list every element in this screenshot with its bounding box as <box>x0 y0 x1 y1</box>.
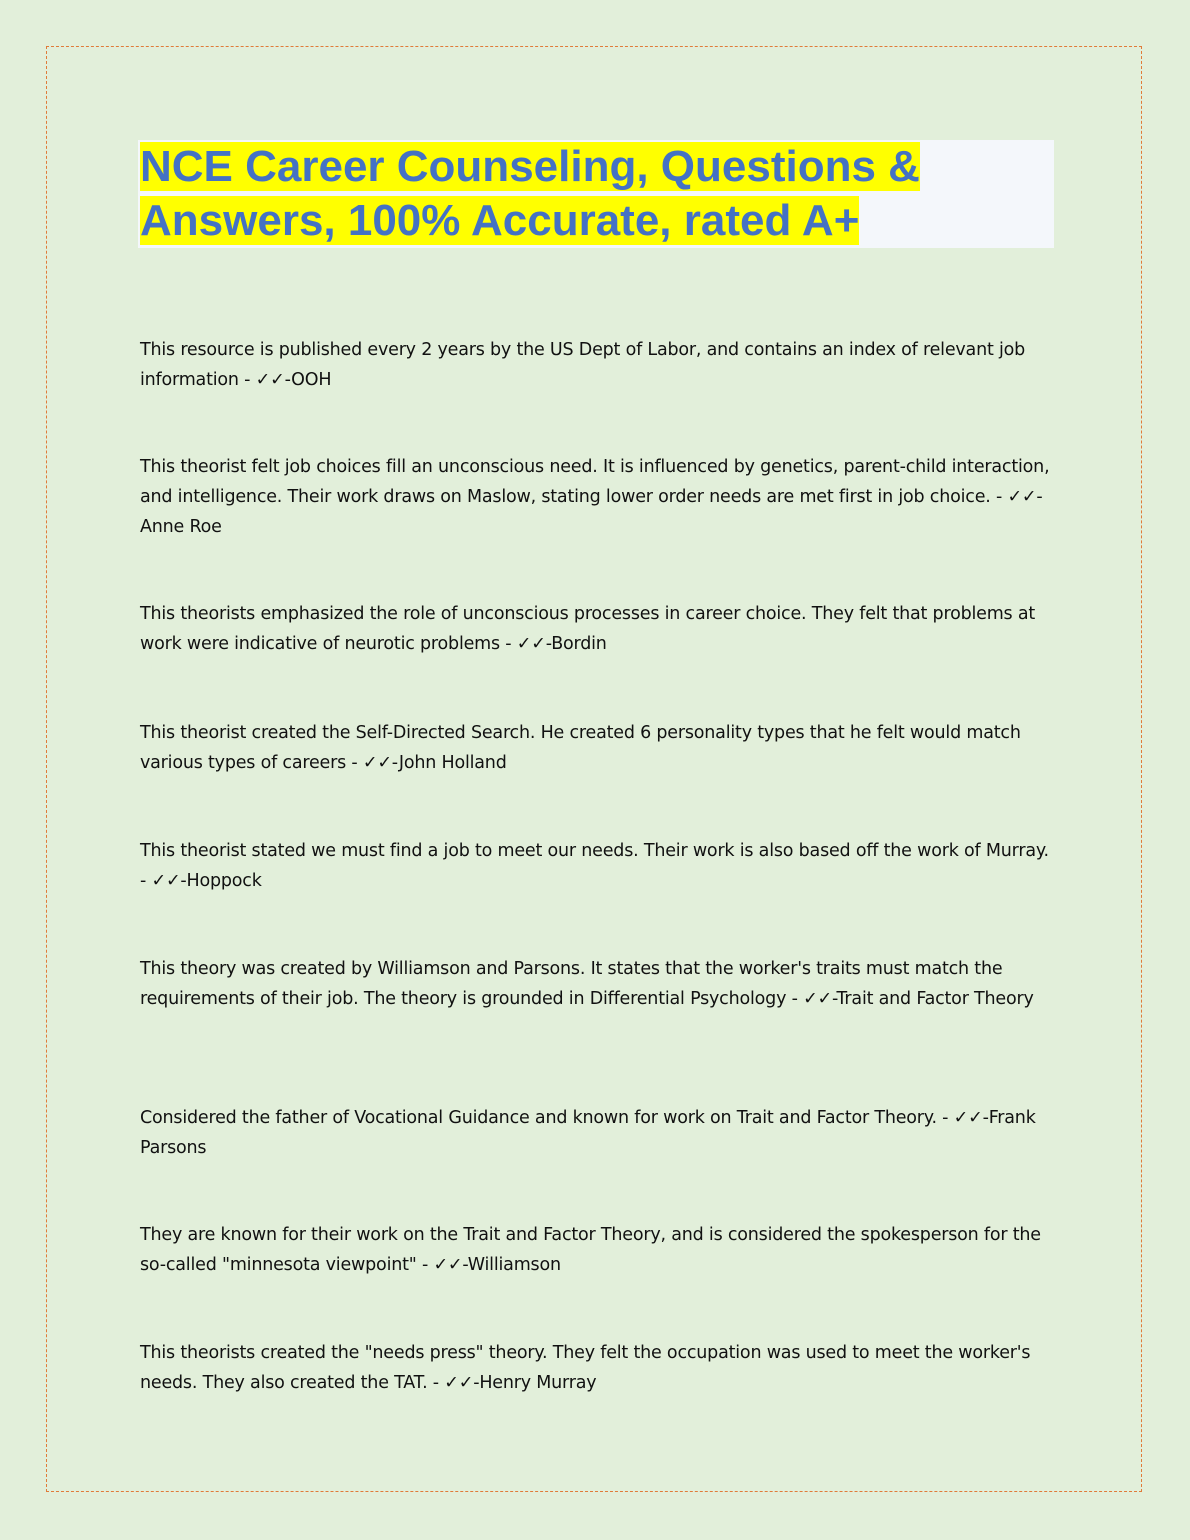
qa-item-john-holland: This theorist created the Self-Directed Search. He created 6 personality types that he felt would match various types of careers - ✓✓-John Holland <box>140 723 1021 773</box>
qa-item-hoppock: This theorist stated we must find a job to meet our needs. Their work is also based off the work of Murray. - ✓✓-Hoppock <box>140 841 1049 891</box>
qa-item-bordin: This theorists emphasized the role of unconscious processes in career choice. They felt that problems at work were indicative of neurotic problems - ✓✓-Bordin <box>140 604 1036 654</box>
title-line-2: Answers, 100% Accurate, rated A+ <box>140 196 860 245</box>
document-title <box>138 140 1054 248</box>
title-line-1: NCE Career Counseling, Questions & <box>140 142 920 191</box>
qa-item-anne-roe: This theorist felt job choices fill an unconscious need. It is influenced by genetics, parent-child interaction, and intelligence. Their work draws on Maslow, stating lower order needs are met first in job choice. - ✓✓-Anne Roe <box>140 457 1050 537</box>
title-block <box>138 140 1054 248</box>
qa-item-henry-murray: This theorists created the "needs press" theory. They felt the occupation was used to meet the worker's needs. They also created the TAT. - ✓✓-Henry Murray <box>140 1343 1031 1393</box>
qa-item-frank-parsons: Considered the father of Vocational Guidance and known for work on Trait and Factor Theory. - ✓✓-Frank Parsons <box>140 1108 1036 1158</box>
qa-item-trait-and-factor: This theory was created by Williamson and Parsons. It states that the worker's traits must match the requirements of their job. The theory is grounded in Differential Psychology - ✓✓-Trait and Factor Theory <box>140 959 1034 1009</box>
qa-item-ooh: This resource is published every 2 years by the US Dept of Labor, and contains an index of relevant job information - ✓✓-OOH <box>140 340 1026 390</box>
qa-item-williamson: They are known for their work on the Trait and Factor Theory, and is considered the spokesperson for the so-called "minnesota viewpoint" - ✓✓-Williamson <box>140 1225 1041 1275</box>
